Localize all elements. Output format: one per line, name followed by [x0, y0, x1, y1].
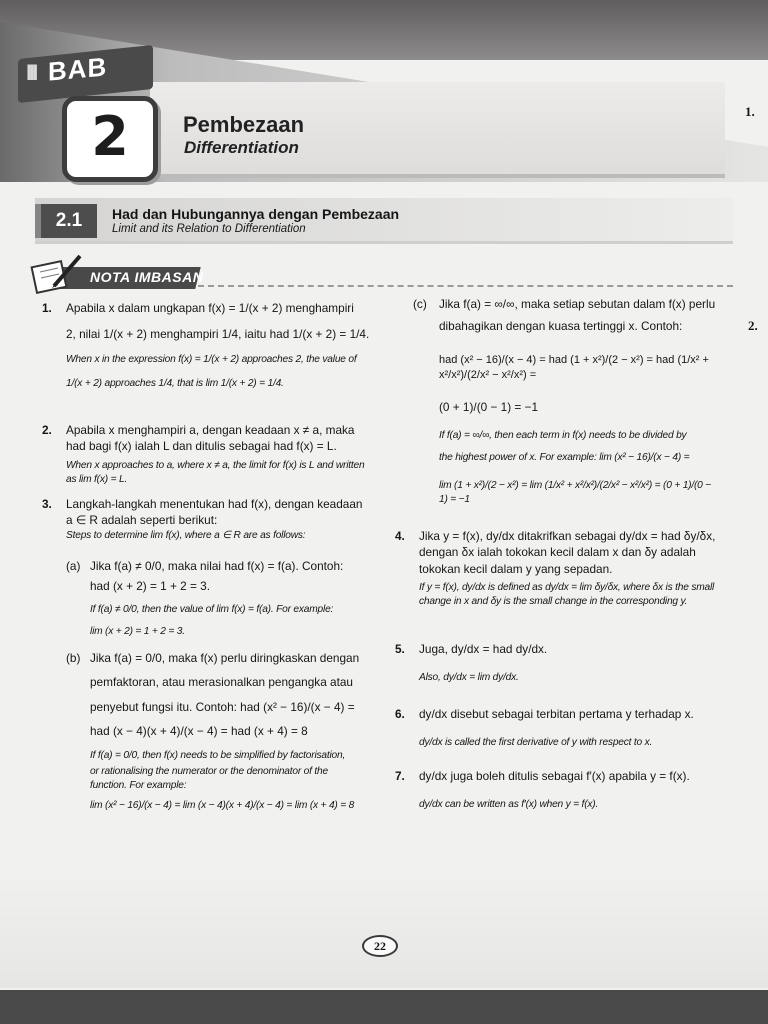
nota-divider: [198, 285, 733, 287]
item-text-ms: Apabila x menghampiri a, dengan keadaan x ≠ a, maka had bagi f(x) ialah L dan ditulis sebagai had f(x) = L.: [66, 423, 355, 454]
item-text-ms: penyebut fungsi itu. Contoh: had (x² − 16)/(x − 4) =: [90, 699, 355, 714]
item-number: 3.: [42, 497, 52, 511]
item-text-en: If f(a) = 0/0, then f(x) needs to be simplified by factorisation,: [90, 750, 346, 762]
item-text-ms: dy/dx juga boleh ditulis sebagai f′(x) apabila y = f(x).: [419, 769, 690, 783]
chapter-number: 2: [91, 105, 129, 168]
nota-imbasan-label: NOTA IMBASAN: [90, 269, 204, 285]
item-example-en: lim (x + 2) = 1 + 2 = 3.: [90, 625, 185, 637]
item-text-ms: Jika y = f(x), dy/dx ditakrifkan sebagai dy/dx = had δy/δx,: [419, 529, 716, 543]
item-text-en: If y = f(x), dy/dx is defined as dy/dx = lim δy/δx, where δx is the small: [419, 581, 715, 593]
item-text-ms: Jika f(a) = 0/0, maka f(x) perlu diringkaskan dengan: [90, 651, 360, 665]
note-item-1: [42, 300, 370, 391]
item-text-en: the highest power of x. For example: lim (x² − 16)/(x − 4) =: [439, 452, 690, 464]
item-number: 4.: [395, 529, 405, 543]
item-text-en: If f(a) = ∞/∞, then each term in f(x) needs to be divided by: [439, 430, 687, 442]
notebook-pencil-icon: [30, 252, 86, 296]
margin-number-2: 2.: [748, 318, 758, 333]
note-item-3: [42, 496, 370, 543]
note-item-7: [395, 768, 718, 812]
item-example-en: lim (1 + x²)/(2 − x²) = lim (1/x² + x²/x²)/(2/x² − x²/x²) = (0 + 1)/(0 − 1) = −1: [439, 480, 712, 506]
sub-label: (c): [413, 297, 427, 311]
item-text-ms: Jika f(a) = ∞/∞, maka setiap sebutan dalam f(x) perlu: [439, 297, 716, 311]
item-text-ms: tokokan kecil dalam y yang sepadan.: [419, 561, 613, 576]
item-text-en: 1/(x + 2) approaches 1/4, that is lim 1/(x + 2) = 1/4.: [66, 377, 284, 389]
item-text-ms: dibahagikan dengan kuasa tertinggi x. Contoh:: [439, 319, 683, 334]
item-number: 2.: [42, 423, 52, 437]
item-example-ms: had (x² − 16)/(x − 4) = had (1 + x²)/(2 − x²) = had (1/x² + x²/x²)/(2/x² − x²/x²) =: [439, 353, 709, 381]
item-text-ms: Jika f(a) ≠ 0/0, maka nilai had f(x) = f(a). Contoh:: [90, 559, 344, 573]
sub-label: (a): [66, 559, 81, 573]
section-title-en: Limit and its Relation to Differentiation: [112, 223, 306, 235]
chapter-title-ms: Pembezaan: [183, 112, 305, 137]
item-text-ms: 2, nilai 1/(x + 2) menghampiri 1/4, iaitu had 1/(x + 2) = 1/4.: [66, 327, 370, 342]
chapter-number-box: [62, 96, 158, 182]
item-example-ms: (0 + 1)/(0 − 1) = −1: [439, 399, 539, 414]
item-text-en: Also, dy/dx = lim dy/dx.: [419, 672, 519, 684]
item-number: 5.: [395, 642, 405, 656]
section-title-ms: Had dan Hubungannya dengan Pembezaan: [112, 206, 400, 222]
margin-number-1: 1.: [745, 104, 755, 119]
note-item-6: [395, 706, 718, 750]
chapter-title-en: Differentiation: [184, 138, 299, 157]
section-number: 2.1: [35, 204, 97, 238]
item-text-ms: Juga, dy/dx = had dy/dx.: [419, 642, 548, 656]
item-text-en: dy/dx can be written as f′(x) when y = f(x).: [419, 799, 599, 811]
note-item-3c: [395, 296, 718, 507]
item-number: 7.: [395, 769, 405, 783]
item-text-ms: Langkah-langkah menentukan had f(x), dengan keadaan a ∈ R adalah seperti berikut:: [66, 497, 363, 528]
note-item-2: [42, 422, 370, 487]
item-text-en: function. For example:: [90, 780, 187, 792]
page-number: 22: [362, 935, 398, 957]
bottom-edge: [0, 990, 768, 1024]
item-text-ms: dengan δx ialah tokokan kecil dalam x dan δy adalah: [419, 545, 696, 560]
item-example-en: lim (x² − 16)/(x − 4) = lim (x − 4)(x + 4)/(x − 4) = lim (x + 4) = 8: [90, 800, 355, 812]
item-text-ms: pemfaktoran, atau merasionalkan pengangka atau: [90, 675, 353, 690]
sub-label: (b): [66, 651, 81, 665]
stripes-decoration: III: [26, 60, 36, 85]
item-text-en: If f(a) ≠ 0/0, then the value of lim f(x) = f(a). For example:: [90, 603, 334, 615]
item-text-en: or rationalising the numerator or the denominator of the: [90, 766, 328, 778]
item-example-ms: had (x − 4)(x + 4)/(x − 4) = had (x + 4) = 8: [90, 723, 308, 738]
note-item-4: [395, 528, 718, 609]
item-text-en: When x in the expression f(x) = 1/(x + 2) approaches 2, the value of: [66, 353, 357, 365]
note-item-5: [395, 641, 718, 685]
note-item-3a: [42, 558, 370, 639]
note-item-3b: [42, 650, 370, 813]
item-text-ms: Apabila x dalam ungkapan f(x) = 1/(x + 2) menghampiri: [66, 301, 354, 315]
item-text-ms: dy/dx disebut sebagai terbitan pertama y terhadap x.: [419, 707, 694, 721]
item-text-en: change in x and δy is the small change in the corresponding y.: [419, 595, 688, 607]
item-text-en: Steps to determine lim f(x), where a ∈ R are as follows:: [66, 529, 306, 541]
page-bottom: [0, 868, 768, 988]
bab-label: BAB: [48, 51, 108, 87]
item-number: 6.: [395, 707, 405, 721]
item-text-en: When x approaches to a, where x ≠ a, the limit for f(x) is L and written as lim f(x) = L.: [66, 459, 365, 485]
item-text-en: dy/dx is called the first derivative of y with respect to x.: [419, 737, 653, 749]
item-example-ms: had (x + 2) = 1 + 2 = 3.: [90, 579, 211, 594]
item-number: 1.: [42, 301, 52, 315]
